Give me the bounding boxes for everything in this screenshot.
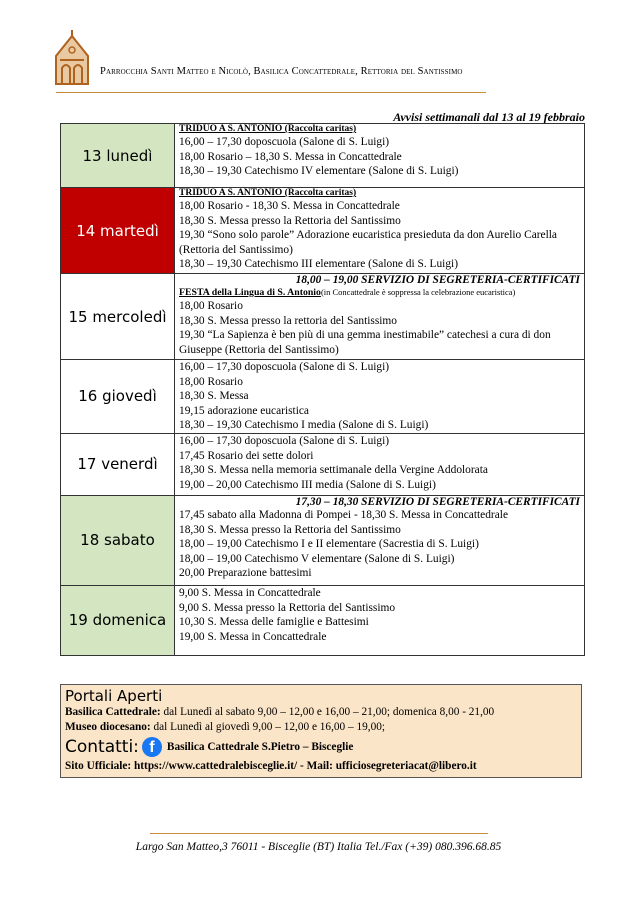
schedule-row — [61, 124, 585, 188]
day-label: 16 giovedì — [61, 360, 175, 434]
day-events — [175, 433, 585, 495]
portali-title: Portali Aperti — [65, 687, 163, 705]
day-events — [175, 274, 585, 360]
museo-hours: dal Lunedì al giovedì 9,00 – 12,00 e 16,00 – 19,00; — [150, 721, 386, 733]
event-line: 17,45 sabato alla Madonna di Pompei - 18,30 S. Messa in Concattedrale — [179, 508, 508, 521]
event-line: 19,15 adorazione eucaristica — [179, 404, 309, 417]
museo-hours-row — [65, 720, 577, 735]
schedule-row — [61, 188, 585, 274]
event-line: 19,30 “Sono solo parole” Adorazione eucaristica presieduta da don Aurelio Carella (Rettoria del Santissimo) — [179, 229, 557, 256]
day-label: 13 lunedì — [61, 124, 175, 188]
day-label: 15 mercoledì — [61, 274, 175, 360]
museo-label: Museo diocesano: — [65, 721, 151, 733]
event-heading: TRIDUO A S. ANTONIO (Raccolta caritas) — [179, 124, 357, 134]
event-line: 16,00 – 17,30 doposcuola (Salone di S. Luigi) — [179, 361, 390, 373]
day-events — [175, 124, 585, 188]
schedule-row — [61, 274, 585, 360]
event-line: 18,30 S. Messa presso la rettoria del Santissimo — [179, 314, 397, 327]
festa-note: (in Concattedrale è soppressa la celebrazione eucaristica) — [320, 287, 516, 297]
event-line: 18,30 – 19,30 Catechismo IV elementare (Salone di S. Luigi) — [179, 165, 459, 178]
page-header — [52, 30, 592, 90]
parish-name: Parrocchia Santi Matteo e Nicolò, Basilica Concattedrale, Rettoria del Santissimo — [100, 66, 463, 77]
event-heading: TRIDUO A S. ANTONIO (Raccolta caritas) — [179, 188, 357, 198]
event-line: 18,00 Rosario - 18,30 S. Messa in Concattedrale — [179, 200, 400, 212]
festa-line — [179, 286, 580, 299]
schedule-row — [61, 433, 585, 495]
event-line: 19,00 S. Messa in Concattedrale — [179, 630, 327, 643]
facebook-icon[interactable]: f — [142, 737, 162, 757]
event-line: 18,00 – 19,00 Catechismo I e II elementare (Sacrestia di S. Luigi) — [179, 538, 479, 551]
info-box — [60, 684, 582, 778]
event-line: 17,45 Rosario dei sette dolori — [179, 449, 314, 462]
footer-address: Largo San Matteo,3 76011 - Bisceglie (BT) Italia Tel./Fax (+39) 080.396.68.85 — [135, 841, 502, 853]
day-events — [175, 188, 585, 274]
schedule-row — [61, 495, 585, 585]
event-line: 18,30 S. Messa presso la Rettoria del Santissimo — [179, 523, 401, 536]
facebook-page-link[interactable]: Basilica Cattedrale S.Pietro – Bisceglie — [166, 741, 354, 753]
event-line: 10,30 S. Messa delle famiglie e Battesimi — [179, 616, 369, 629]
event-line: 16,00 – 17,30 doposcuola (Salone di S. Luigi) — [179, 136, 390, 148]
week-title: Avvisi settimanali dal 13 al 19 febbraio — [393, 110, 585, 124]
weekly-schedule-table — [60, 123, 585, 656]
event-line: 20,00 Preparazione battesimi — [179, 567, 312, 580]
festa-title: FESTA della Lingua di S. Antonio — [179, 287, 321, 298]
event-line: 9,00 S. Messa presso la Rettoria del Santissimo — [179, 601, 396, 614]
basilica-hours-row — [65, 705, 577, 720]
event-line: 18,30 S. Messa presso la Rettoria del Santissimo — [179, 214, 401, 227]
event-line: 19,00 – 20,00 Catechismo III media (Salone di S. Luigi) — [179, 478, 436, 491]
day-label: 17 venerdì — [61, 433, 175, 495]
schedule-row — [61, 360, 585, 434]
header-divider — [56, 92, 486, 93]
event-line: 18,00 Rosario — [179, 375, 243, 388]
event-line: 18,00 Rosario – 18,30 S. Messa in Concattedrale — [179, 150, 402, 163]
event-line: 18,00 Rosario — [179, 300, 243, 312]
service-notice: 18,00 – 19,00 SERVIZIO DI SEGRETERIA-CERTIFICATI — [295, 274, 580, 286]
event-line: 18,30 S. Messa nella memoria settimanale della Vergine Addolorata — [179, 464, 488, 477]
event-line: 18,30 – 19,30 Catechismo III elementare (Salone di S. Luigi) — [179, 258, 459, 271]
basilica-label: Basilica Cattedrale: — [65, 706, 161, 718]
day-events — [175, 585, 585, 655]
day-events — [175, 495, 585, 585]
event-line: 9,00 S. Messa in Concattedrale — [179, 586, 321, 599]
event-line: 18,30 S. Messa — [179, 390, 249, 403]
schedule-row — [61, 585, 585, 655]
service-notice: 17,30 – 18,30 SERVIZIO DI SEGRETERIA-CERTIFICATI — [295, 495, 580, 508]
day-label: 19 domenica — [61, 585, 175, 655]
footer-divider — [150, 833, 488, 834]
contatti-title: Contatti: — [65, 737, 139, 757]
event-line: 18,00 – 19,00 Catechismo V elementare (Salone di S. Luigi) — [179, 552, 455, 565]
day-label: 18 sabato — [61, 495, 175, 585]
event-line: 18,30 – 19,30 Catechismo I media (Salone di S. Luigi) — [179, 419, 429, 432]
site-and-mail[interactable]: Sito Ufficiale: https://www.cattedralebisceglie.it/ - Mail: ufficiosegreteriacat@libero.it — [65, 760, 477, 772]
event-line: 16,00 – 17,30 doposcuola (Salone di S. Luigi) — [179, 434, 390, 447]
day-label: 14 martedì — [61, 188, 175, 274]
basilica-hours: dal Lunedì al sabato 9,00 – 12,00 e 16,00 – 21,00; domenica 8,00 - 21,00 — [160, 706, 495, 718]
day-events — [175, 360, 585, 434]
contatti-row — [65, 735, 577, 759]
basilica-logo-icon — [52, 30, 92, 86]
event-line: 19,30 “La Sapienza è ben più di una gemma inestimabile” catechesi a cura di don Giuseppe (Rettoria del Santissimo) — [179, 329, 551, 356]
